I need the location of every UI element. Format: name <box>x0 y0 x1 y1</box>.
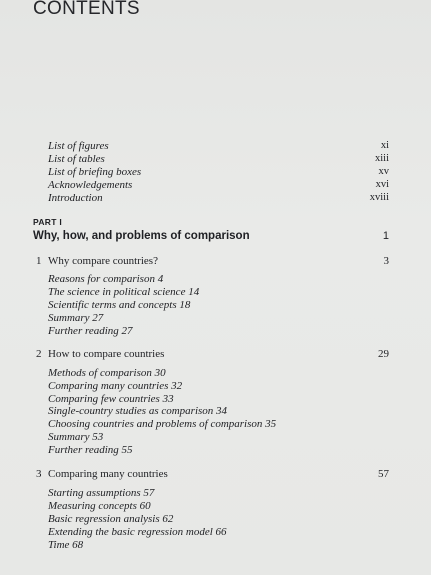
section-label: Comparing many countries 32 <box>48 380 183 392</box>
section-entry <box>0 513 431 527</box>
toc-entry-label: List of tables <box>48 153 105 165</box>
toc-entry-label: List of briefing boxes <box>48 166 142 178</box>
section-entry <box>0 405 431 419</box>
section-entry <box>0 380 431 394</box>
chapter-title: How to compare countries <box>48 348 165 360</box>
toc-entry-page: xv <box>378 166 389 177</box>
section-entry <box>0 526 431 540</box>
toc-entry-page: xi <box>380 140 389 151</box>
toc-front-matter-row <box>0 166 431 180</box>
toc-entry-label: Acknowledgements <box>48 179 133 191</box>
part-title-row <box>0 230 431 244</box>
toc-front-matter-row <box>0 140 431 154</box>
part-title: Why, how, and problems of comparison <box>33 230 250 242</box>
part-page: 1 <box>382 230 389 242</box>
chapter-number: 1 <box>36 255 42 267</box>
toc-entry-page: xviii <box>369 192 389 203</box>
toc-entry-label: Introduction <box>48 192 103 204</box>
part-label: PART I <box>33 217 63 227</box>
toc-entry-page: xiii <box>374 153 389 164</box>
section-entry <box>0 431 431 445</box>
section-entry <box>0 325 431 339</box>
section-entry <box>0 273 431 287</box>
section-entry <box>0 444 431 458</box>
section-label: Starting assumptions 57 <box>48 487 155 499</box>
section-label: Summary 27 <box>48 312 104 324</box>
section-label: Summary 53 <box>48 431 104 443</box>
chapter-title: Comparing many countries <box>48 468 168 480</box>
section-label: Time 68 <box>48 539 84 551</box>
toc-entry-page: xvi <box>375 179 389 190</box>
section-label: Measuring concepts 60 <box>48 500 151 512</box>
chapter-row <box>0 468 431 482</box>
section-entry <box>0 418 431 432</box>
section-label: Scientific terms and concepts 18 <box>48 299 191 311</box>
chapter-page: 3 <box>383 255 389 267</box>
section-label: Further reading 55 <box>48 444 133 456</box>
chapter-page: 29 <box>378 348 389 360</box>
toc-front-matter-row <box>0 153 431 167</box>
section-label: Further reading 27 <box>48 325 133 337</box>
chapter-number: 3 <box>36 468 42 480</box>
toc-front-matter-row <box>0 179 431 193</box>
section-entry <box>0 367 431 381</box>
section-label: Methods of comparison 30 <box>48 367 166 379</box>
section-label: Single-country studies as comparison 34 <box>48 405 228 417</box>
section-entry <box>0 299 431 313</box>
section-label: Choosing countries and problems of comparison 35 <box>48 418 277 430</box>
section-label: Extending the basic regression model 66 <box>48 526 227 538</box>
page-heading: CONTENTS <box>33 0 140 19</box>
chapter-row <box>0 348 431 362</box>
chapter-number: 2 <box>36 348 42 360</box>
section-label: Basic regression analysis 62 <box>48 513 174 525</box>
section-entry <box>0 500 431 514</box>
chapter-page: 57 <box>378 468 389 480</box>
section-entry <box>0 487 431 501</box>
toc-front-matter-row <box>0 192 431 206</box>
section-label: Reasons for comparison 4 <box>48 273 164 285</box>
section-label: The science in political science 14 <box>48 286 200 298</box>
chapter-title: Why compare countries? <box>48 255 158 267</box>
toc-entry-label: List of figures <box>48 140 109 152</box>
section-entry <box>0 539 431 553</box>
chapter-row <box>0 255 431 269</box>
section-entry <box>0 286 431 300</box>
section-entry <box>0 312 431 326</box>
section-label: Comparing few countries 33 <box>48 393 174 405</box>
